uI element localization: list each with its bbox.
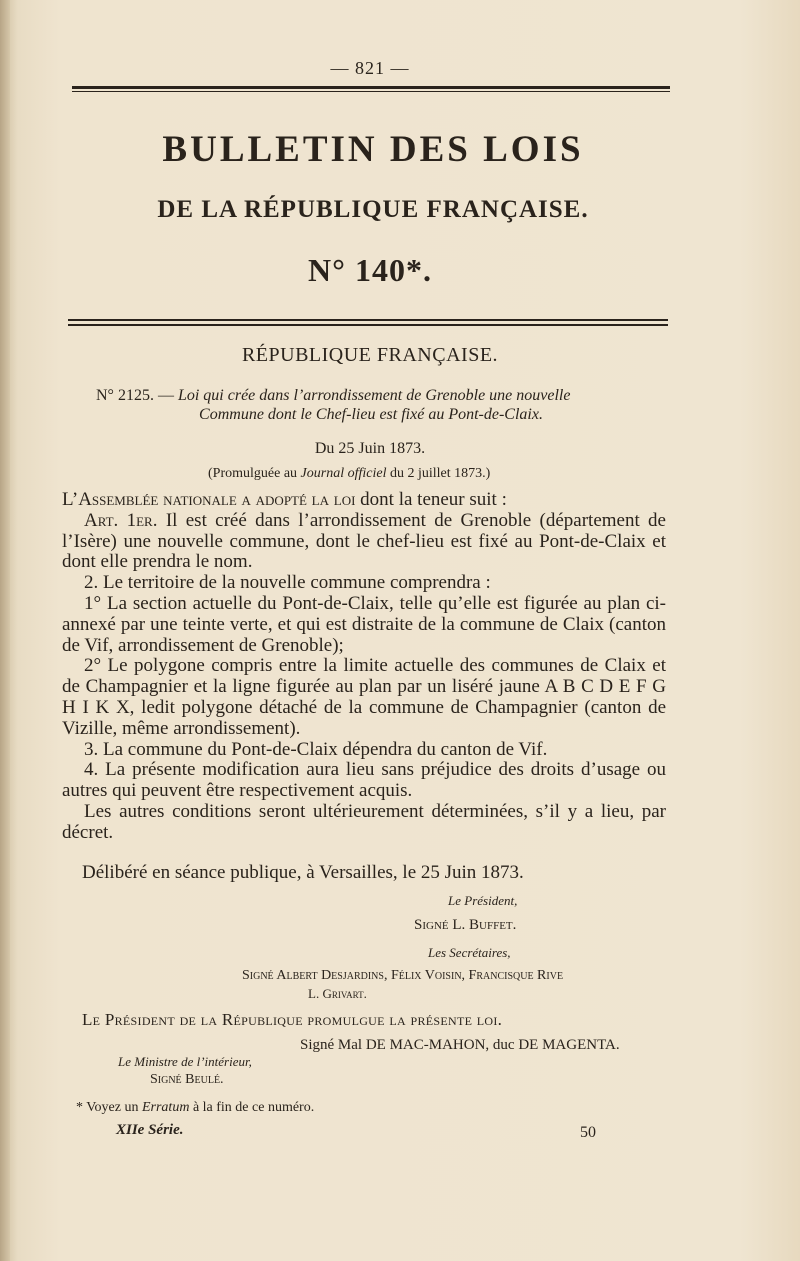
article-1 xyxy=(62,511,666,573)
section-rule xyxy=(68,319,668,326)
promulgation-note xyxy=(208,466,490,482)
minister-label: Le Ministre de l’intérieur, xyxy=(118,1054,252,1069)
secretaries-signature-line1: Signé Albert Desjardins, Félix Voisin, Francisque Rive xyxy=(242,968,564,983)
promulgation-formula: Le Président de la République promulgue la présente loi. xyxy=(82,1010,503,1029)
law-title-line1: Loi qui crée dans l’arrondissement de Grenoble une nouvelle xyxy=(177,387,571,404)
article-1-label: Art. 1er. xyxy=(84,509,158,531)
issue-number: N° 140*. xyxy=(308,252,432,288)
journal-name: Journal officiel xyxy=(300,466,387,481)
law-title xyxy=(96,386,646,424)
deliberation-line: Délibéré en séance publique, à Versailles, le 25 Juin 1873. xyxy=(82,862,524,883)
law-number: N° 2125. — xyxy=(96,387,174,404)
president-signature: Signé L. Buffet. xyxy=(414,917,517,933)
article-4: 4. La présente modification aura lieu sans préjudice des droits d’usage ou autres qui peuvent être respectivement acquis. xyxy=(62,759,666,802)
intro-rest: dont la teneur suit : xyxy=(360,489,507,510)
section-heading: RÉPUBLIQUE FRANÇAISE. xyxy=(241,344,499,366)
bulletin-title: BULLETIN DES LOIS xyxy=(162,129,584,170)
page-binding-edge xyxy=(0,0,10,1261)
secretaries-signature-line2: L. Grivart. xyxy=(308,986,367,1001)
article-1-text: Il est créé dans l’arrondissement de Grenoble (département de l’Isère) une nouvelle commune, dont le chef-lieu est fixé au Pont-de-Claix et dont elle prendra le nom. xyxy=(62,509,666,573)
sheet-number: 50 xyxy=(580,1124,596,1141)
page-number: — 821 — xyxy=(330,58,410,78)
promulgation-prefix: (Promulguée au xyxy=(208,466,298,481)
footnote xyxy=(76,1100,314,1116)
intro-paragraph xyxy=(62,490,666,511)
article-2-item-1: 1° La section actuelle du Pont-de-Claix, telle qu’elle est figurée au plan ci-annexé par une teinte verte, et qui est distraite de la commune de Claix (canton de Vif, arrondissement de Grenoble); xyxy=(62,592,666,656)
bulletin-subtitle: DE LA RÉPUBLIQUE FRANÇAISE. xyxy=(157,196,589,223)
president-label: Le Président, xyxy=(448,893,518,908)
footnote-erratum: Erratum xyxy=(141,1100,190,1115)
promulgation-suffix: du 2 juillet 1873.) xyxy=(389,466,491,481)
secretaries-label: Les Secrétaires, xyxy=(428,945,511,960)
minister-signature: Signé Beulé. xyxy=(150,1072,224,1087)
footnote-prefix: * Voyez un xyxy=(76,1100,139,1115)
macmahon-signature: Signé Mal DE MAC-MAHON, duc DE MAGENTA. xyxy=(300,1037,620,1053)
final-clause: Les autres conditions seront ultérieurement déterminées, s’il y a lieu, par décret. xyxy=(62,800,666,843)
footnote-suffix: à la fin de ce numéro. xyxy=(192,1100,315,1115)
article-3: 3. La commune du Pont-de-Claix dépendra du canton de Vif. xyxy=(84,738,548,760)
intro-smallcaps: L’Assemblée nationale a adopté la loi xyxy=(62,489,356,510)
header-rule xyxy=(72,86,670,92)
law-title-line2: Commune dont le Chef-lieu est fixé au Pont-de-Claix. xyxy=(199,406,543,423)
article-2-item-2: 2° Le polygone compris entre la limite actuelle des communes de Claix et de Champagnier et la ligne figurée au plan par un liséré jaune A B C D E F G H I K X, ledit polygone détaché de la commune de Champagnier (canton de Vizille, même arrondissement). xyxy=(62,655,666,739)
series-label: XIIe Série. xyxy=(116,1122,184,1138)
article-2: 2. Le territoire de la nouvelle commune comprendra : xyxy=(84,572,491,594)
law-body xyxy=(62,490,666,844)
law-date: Du 25 Juin 1873. xyxy=(314,440,426,457)
